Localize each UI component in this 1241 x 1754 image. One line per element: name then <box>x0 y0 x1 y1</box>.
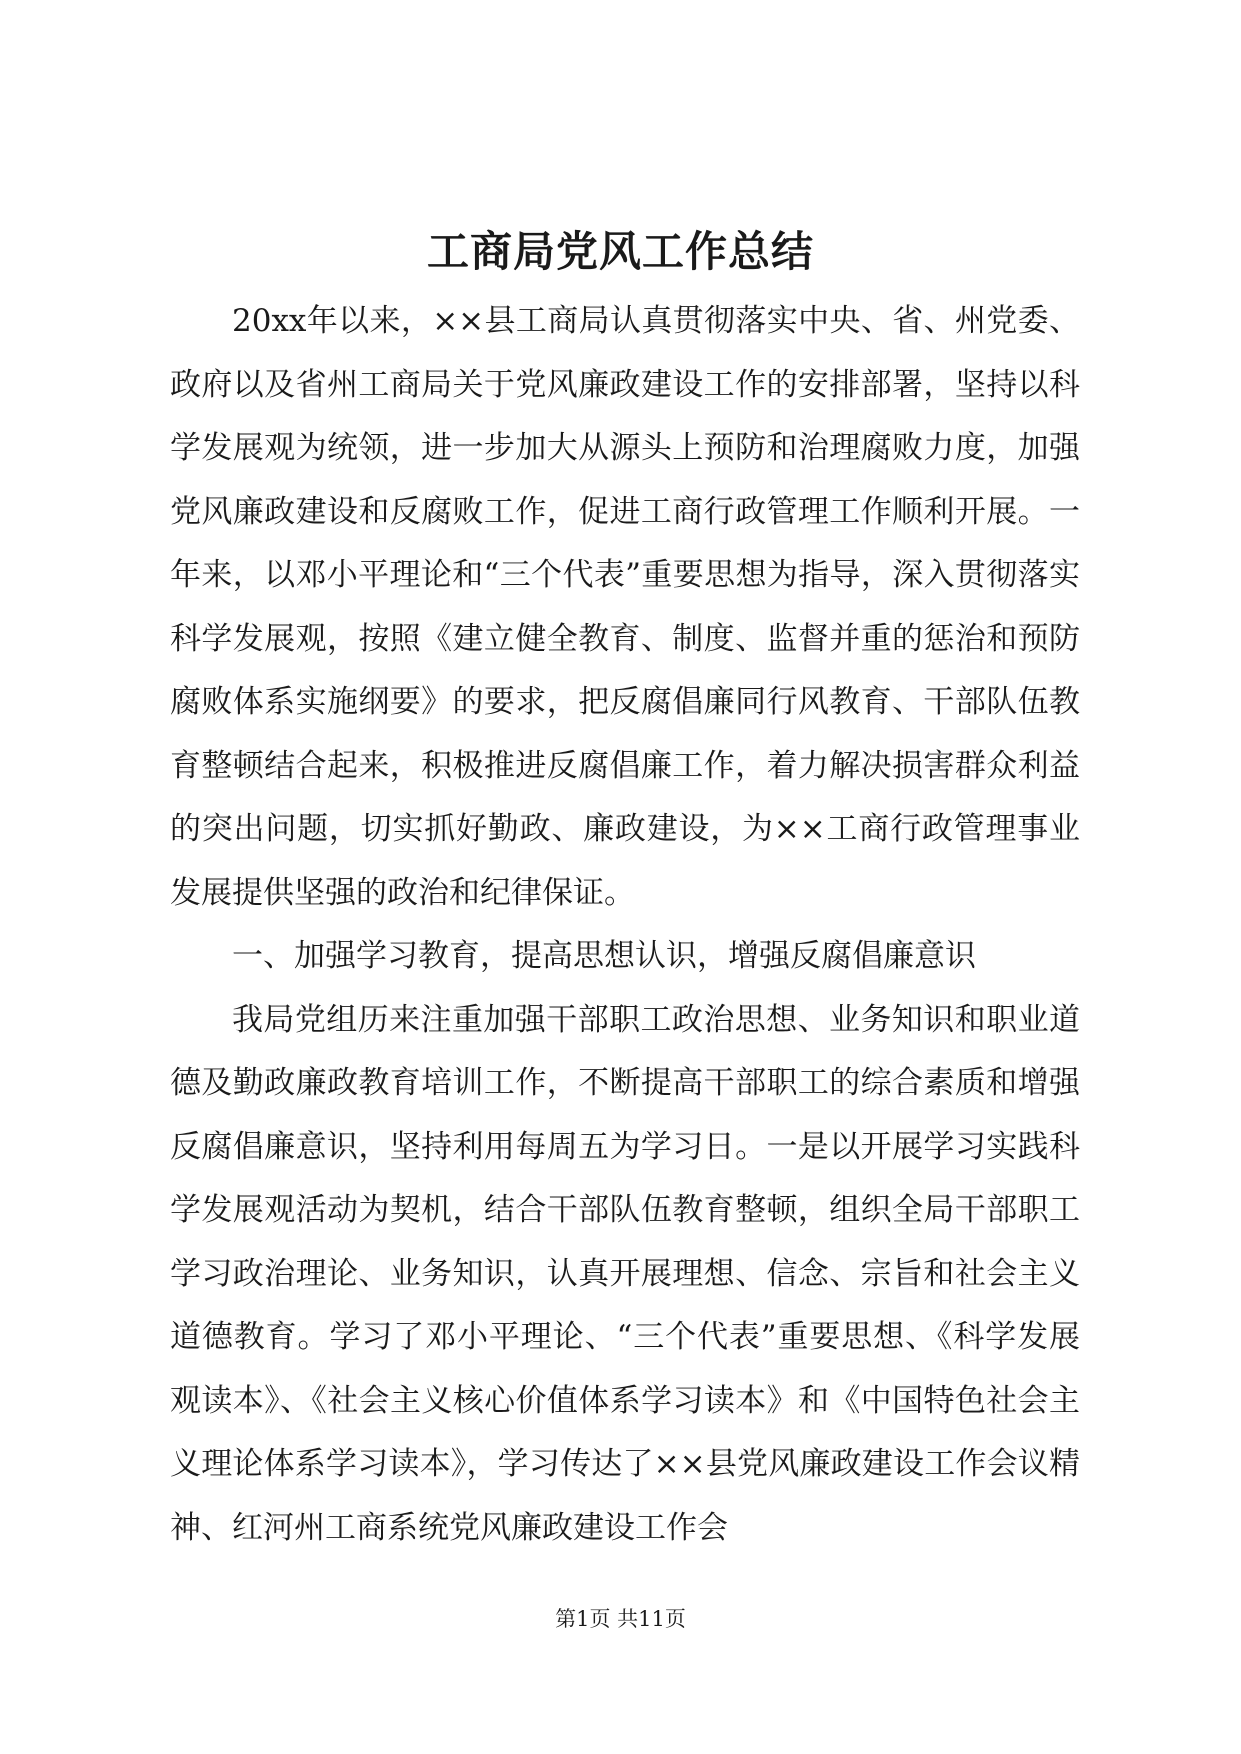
page-number: 第1页 共11页 <box>555 1607 686 1631</box>
paragraph-intro: 20xx年以来，××县工商局认真贯彻落实中央、省、州党委、政府以及省州工商局关于党风廉政建设工作的安排部署，坚持以科学发展观为统领，进一步加大从源头上预防和治理腐败力度，加强党风廉政建设和反腐败工作，促进工商行政管理工作顺利开展。一年来，以邓小平理论和“三个代表”重要思想为指导，深入贯彻落实科学发展观，按照《建立健全教育、制度、监督并重的惩治和预防腐败体系实施纲要》的要求，把反腐倡廉同行风教育、干部队伍教育整顿结合起来，积极推进反腐倡廉工作，着力解决损害群众利益的突出问题，切实抓好勤政、廉政建设，为××工商行政管理事业发展提供坚强的政治和纪律保证。 <box>170 303 1080 911</box>
document-title: 工商局党风工作总结 <box>426 227 814 276</box>
paragraph-study: 我局党组历来注重加强干部职工政治思想、业务知识和职业道德及勤政廉政教育培训工作，不断提高干部职工的综合素质和增强反腐倡廉意识，坚持利用每周五为学习日。一是以开展学习实践科学发展观活动为契机，结合干部队伍教育整顿，组织全局干部职工学习政治理论、业务知识，认真开展理想、信念、宗旨和社会主义道德教育。学习了邓小平理论、“三个代表”重要思想、《科学发展观读本》、《社会主义核心价值体系学习读本》和《中国特色社会主义理论体系学习读本》，学习传达了××县党风廉政建设工作会议精神、红河州工商系统党风廉政建设工作会 <box>170 1001 1080 1546</box>
document-body <box>170 290 1080 1560</box>
section-heading-1: 一、加强学习教育，提高思想认识，增强反腐倡廉意识 <box>232 938 976 974</box>
